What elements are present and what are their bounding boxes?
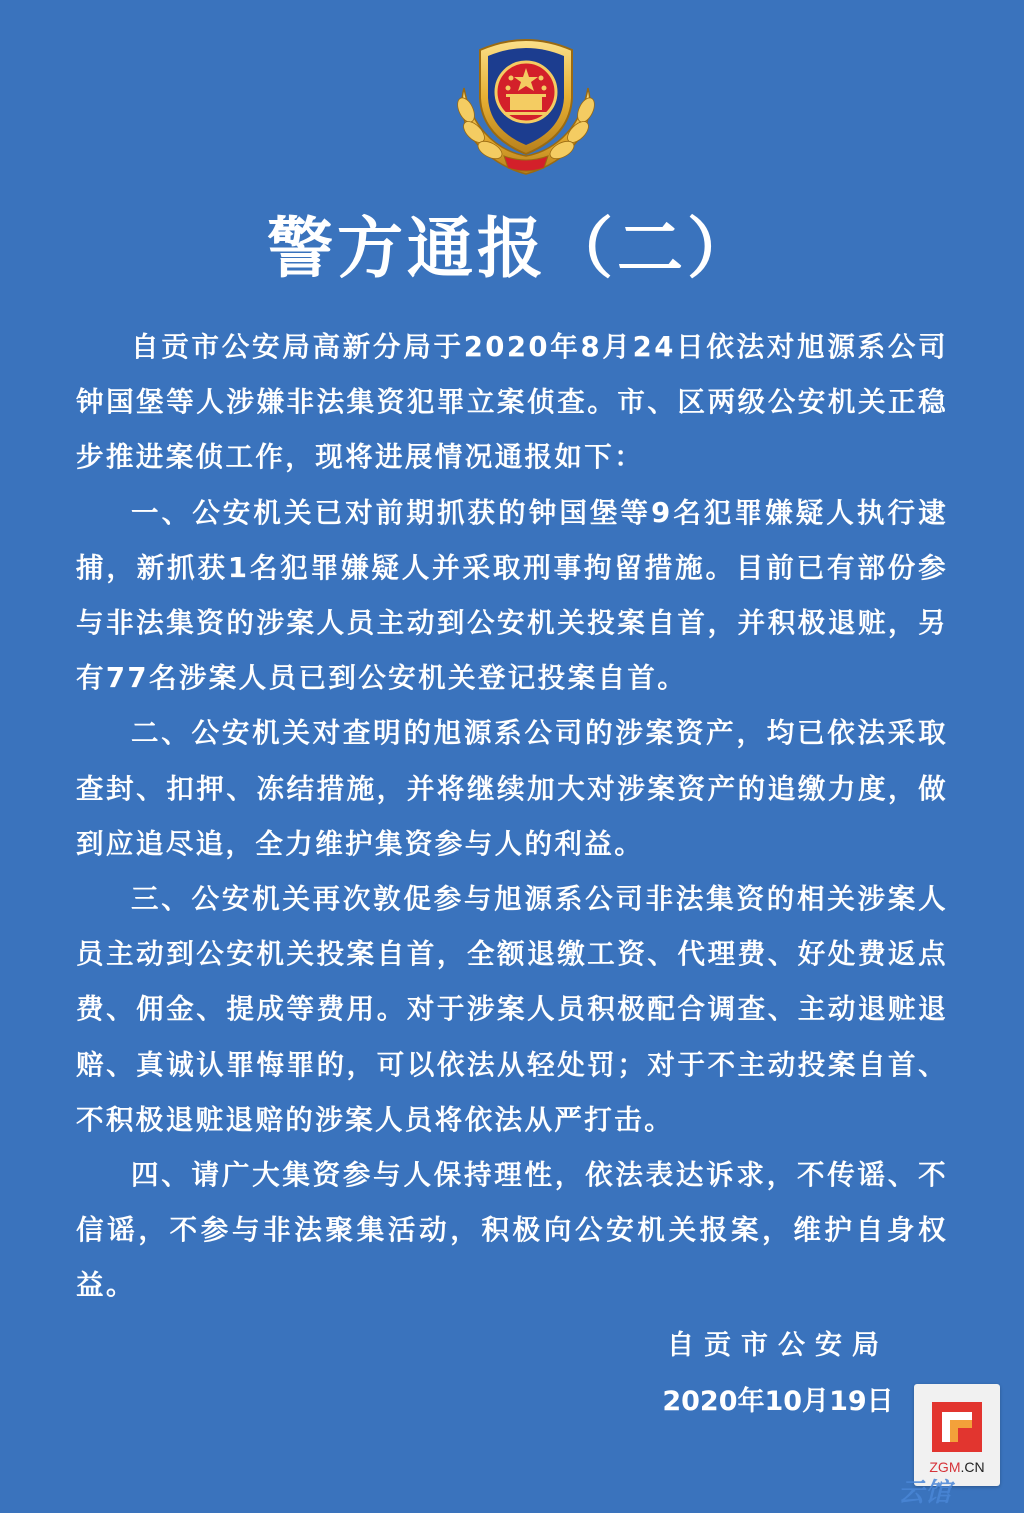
issuing-organization: 自贡市公安局	[667, 1330, 889, 1361]
notice-body	[76, 320, 948, 1314]
police-badge-icon	[444, 28, 608, 178]
item-2-paragraph: 二、公安机关对查明的旭源系公司的涉案资产，均已依法采取查封、扣押、冻结措施，并将继续加大对涉案资产的追缴力度，做到应追尽追，全力维护集资参与人的利益。	[76, 717, 948, 860]
zgm-brand-prefix: ZGM	[929, 1459, 961, 1475]
signature-block	[640, 1318, 916, 1430]
intro-paragraph: 自贡市公安局高新分局于2020年8月24日依法对旭源系公司钟国堡等人涉嫌非法集资犯罪立案侦查。市、区两级公安机关正稳步推进案侦工作，现将进展情况通报如下：	[76, 331, 948, 474]
zgm-logo-icon	[928, 1398, 986, 1456]
item-3-paragraph: 三、公安机关再次敦促参与旭源系公司非法集资的相关涉案人员主动到公安机关投案自首，全额退缴工资、代理费、好处费返点费、佣金、提成等费用。对于涉案人员积极配合调查、主动退赃退赔、真诚认罪悔罪的，可以依法从轻处罚；对于不主动投案自首、不积极退赃退赔的涉案人员将依法从严打击。	[76, 883, 948, 1136]
zgm-brand-suffix: .CN	[960, 1459, 985, 1475]
issue-date: 2020年10月19日	[662, 1386, 894, 1417]
notice-title: 警方通报（二）	[267, 209, 757, 287]
item-1-paragraph: 一、公安机关已对前期抓获的钟国堡等9名犯罪嫌疑人执行逮捕，新抓获1名犯罪嫌疑人并采取刑事拘留措施。目前已有部份参与非法集资的涉案人员主动到公安机关投案自首，并积极退赃，另有77名涉案人员已到公安机关登记投案自首。	[76, 496, 948, 695]
zgm-watermark	[914, 1384, 1000, 1486]
item-4-paragraph: 四、请广大集资参与人保持理性，依法表达诉求，不传谣、不信谣，不参与非法聚集活动，积极向公安机关报案，维护自身权益。	[76, 1159, 948, 1302]
cloud-hall-mark: 云馆	[898, 1477, 953, 1507]
